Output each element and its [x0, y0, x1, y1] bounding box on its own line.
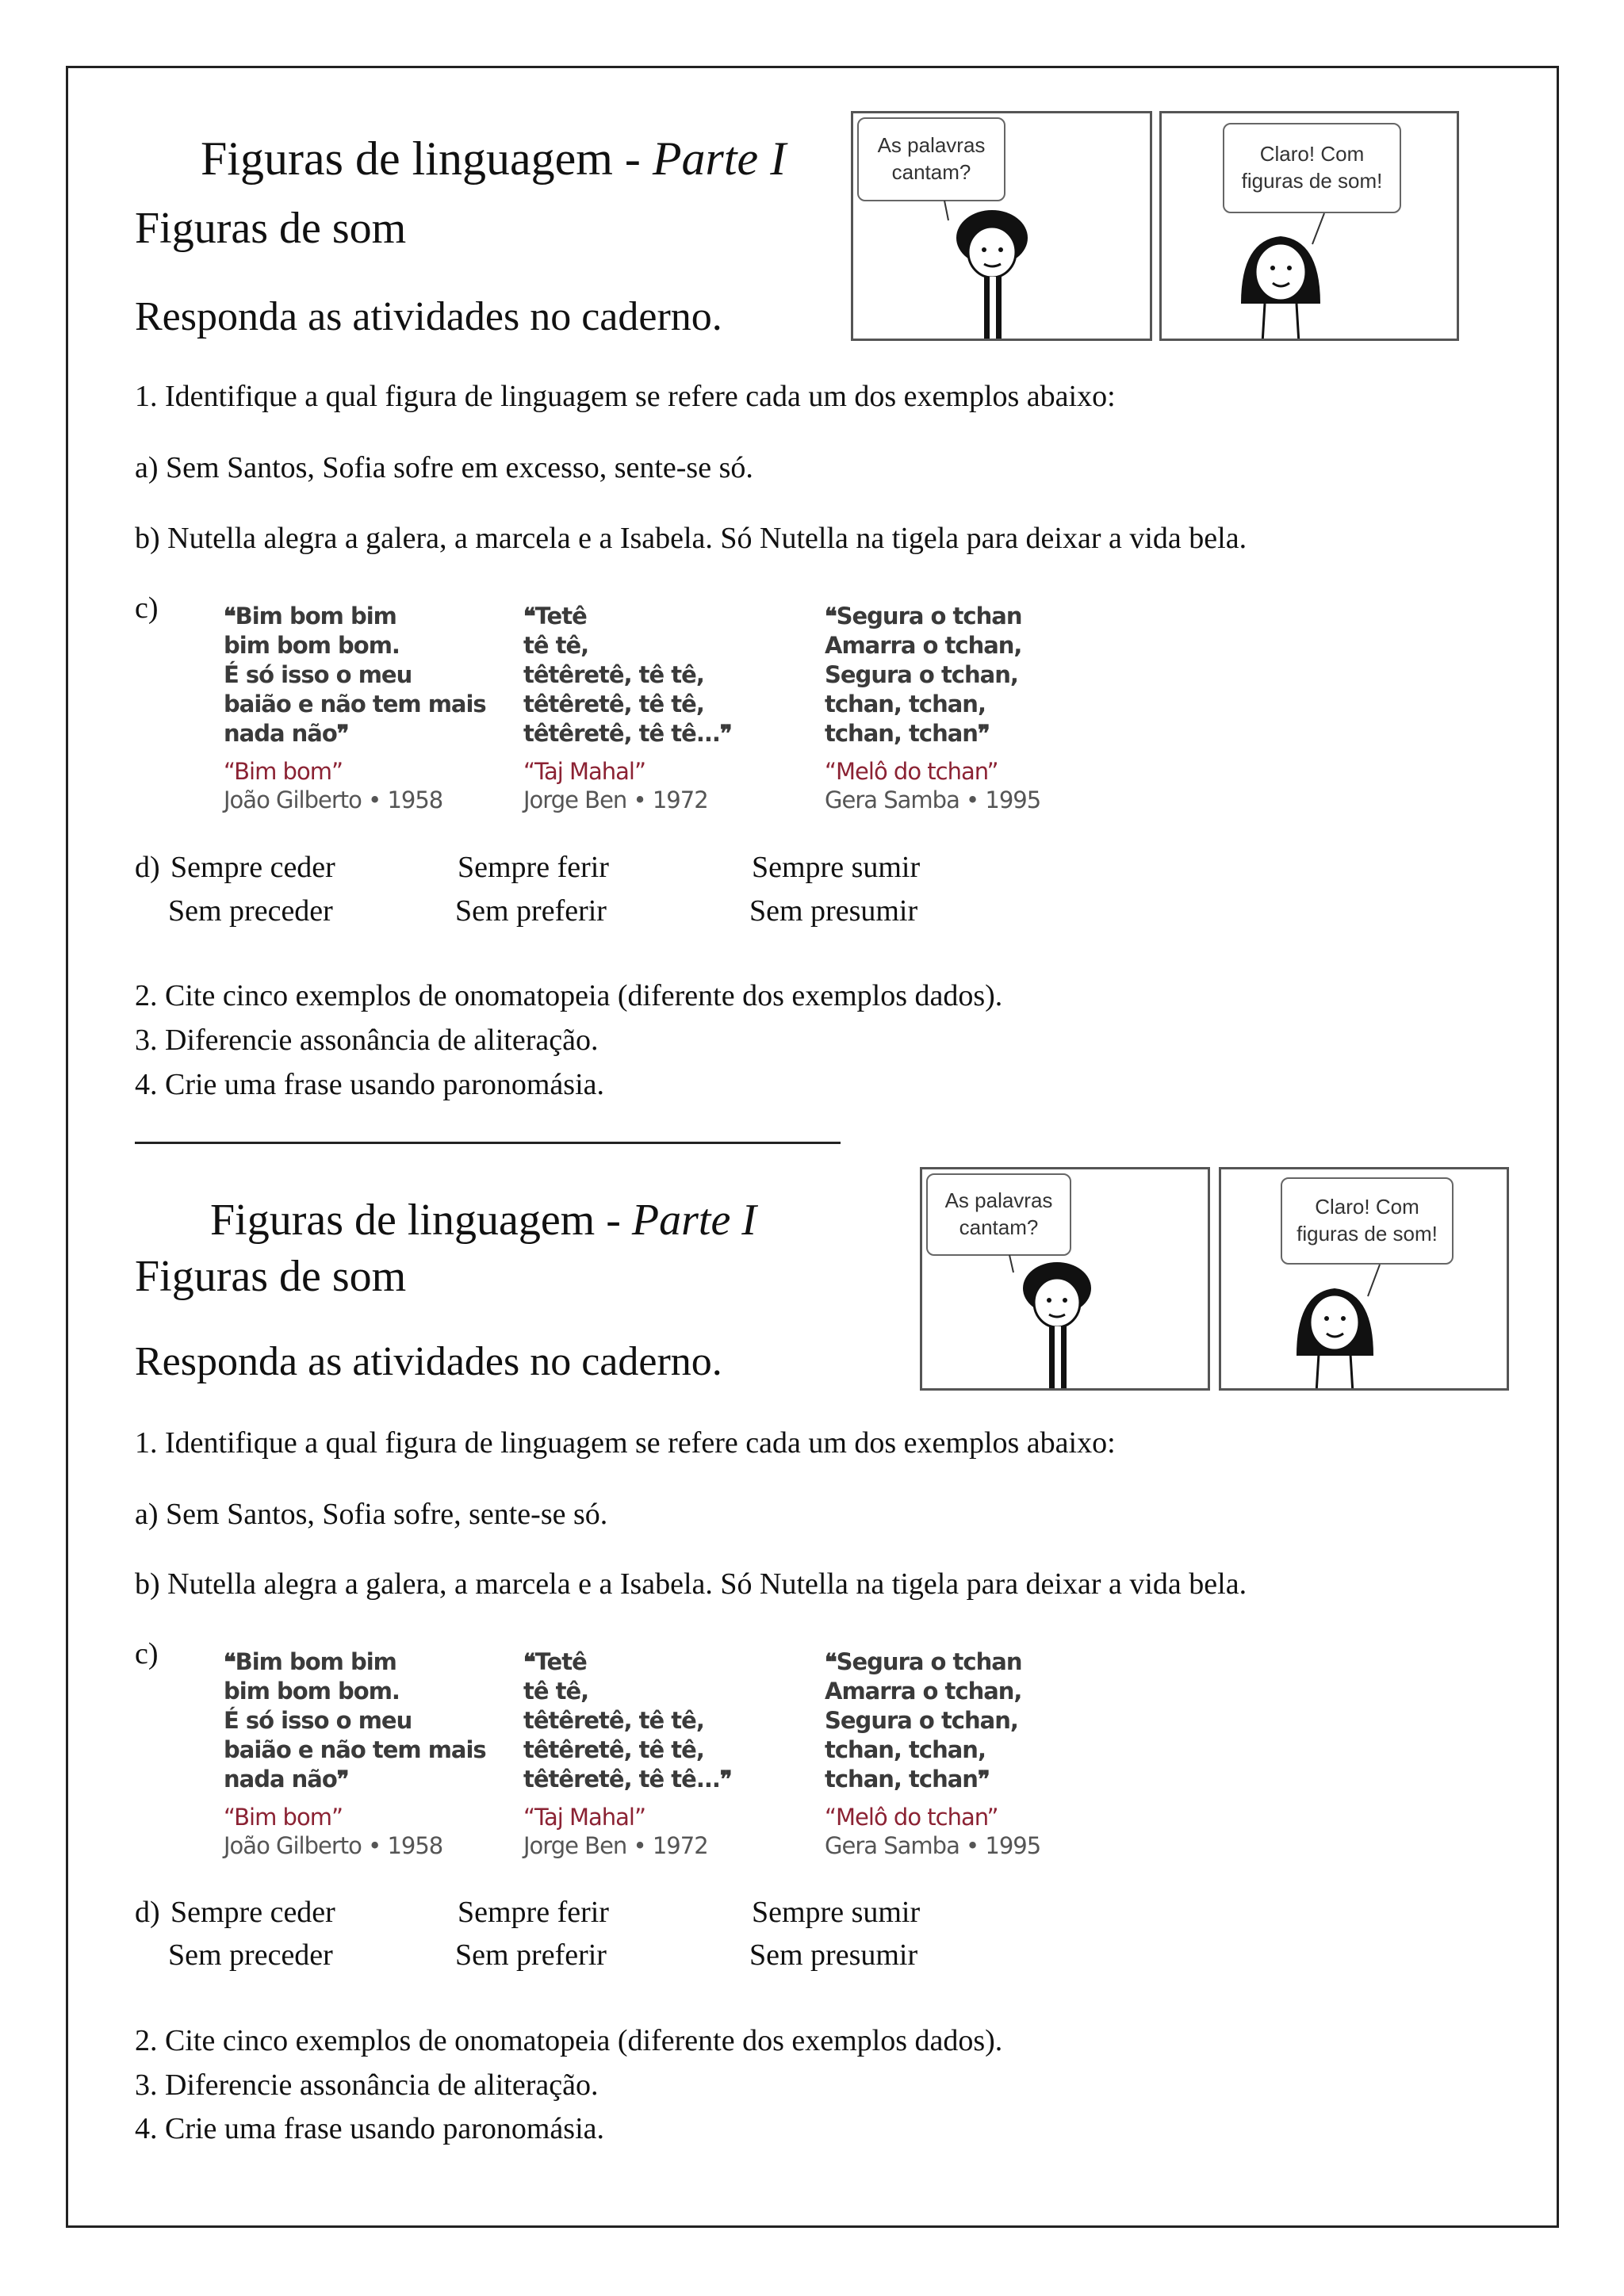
question-1: 1. Identifique a qual figura de linguagem se refere cada um dos exemplos abaixo: [135, 1426, 1116, 1460]
item-d-label: d) [135, 851, 160, 884]
question-4: 4. Crie uma frase usando paronomásia. [135, 2112, 604, 2145]
question-2: 2. Cite cinco exemplos de onomatopeia (diferente dos exemplos dados). [135, 979, 1003, 1012]
close-quote-icon: ❞ [336, 720, 349, 747]
song-quote-3 [825, 602, 1040, 813]
open-quote-icon: ❝ [224, 603, 236, 629]
comic-panel-2 [1219, 1167, 1509, 1391]
instruction: Responda as atividades no caderno. [135, 1339, 722, 1384]
item-d-word: Sem preceder [168, 1938, 333, 1972]
quote-lyrics: ❝Segura o tchan Amarra o tchan, Segura o tchan, tchan, tchan, tchan, tchan❞ [825, 603, 1022, 747]
quote-artist: João Gilberto • 1958 [224, 1832, 443, 1859]
item-a: a) Sem Santos, Sofia sofre, sente-se só. [135, 1498, 608, 1531]
question-4: 4. Crie uma frase usando paronomásia. [135, 1068, 604, 1101]
close-quote-icon: ❞ [719, 1766, 732, 1793]
item-d-label: d) [135, 1896, 160, 1929]
item-c-label: c) [135, 591, 159, 625]
item-d-word: Sem presumir [749, 894, 918, 928]
item-d-word: Sempre ferir [458, 851, 609, 884]
worksheet-subtitle: Figuras de som [135, 204, 407, 253]
boy-character-icon [922, 1169, 1210, 1391]
item-a: a) Sem Santos, Sofia sofre em excesso, sente-se só. [135, 451, 753, 484]
title-text: Figuras de linguagem - [201, 132, 641, 185]
item-d-word: Sem preferir [455, 894, 607, 928]
question-2: 2. Cite cinco exemplos de onomatopeia (diferente dos exemplos dados). [135, 2024, 1003, 2057]
item-d-word: Sempre sumir [752, 851, 921, 884]
item-d-word: Sem preferir [455, 1938, 607, 1972]
title-part: Parte I [652, 132, 787, 185]
quote-song-title: “Taj Mahal” [523, 758, 646, 785]
song-quote-1 [224, 602, 486, 813]
quote-song-title: “Melô do tchan” [825, 1804, 998, 1831]
quote-song-title: “Bim bom” [224, 1804, 343, 1831]
comic-panel-1 [851, 111, 1152, 341]
quote-song-title: “Melô do tchan” [825, 758, 998, 785]
girl-character-icon [1221, 1169, 1509, 1391]
comic-panel-1 [920, 1167, 1210, 1391]
boy-character-icon [853, 113, 1152, 341]
question-3: 3. Diferencie assonância de aliteração. [135, 2068, 599, 2102]
comic-panel-2 [1159, 111, 1459, 341]
close-quote-icon: ❞ [719, 720, 732, 747]
speech-bubble: Claro! Com figuras de som! [1223, 123, 1401, 213]
song-quote-2 [523, 1647, 732, 1859]
quote-artist: Gera Samba • 1995 [825, 1832, 1041, 1859]
girl-character-icon [1162, 113, 1459, 341]
item-d-word: Sem preceder [168, 894, 333, 928]
title-text: Figuras de linguagem - [210, 1196, 621, 1245]
item-d-word: Sempre sumir [752, 1896, 921, 1929]
item-d-word: Sempre ceder [170, 1896, 335, 1929]
item-d-word: Sempre ceder [170, 851, 335, 884]
instruction: Responda as atividades no caderno. [135, 294, 722, 339]
speech-bubble: As palavras cantam? [857, 117, 1005, 201]
open-quote-icon: ❝ [523, 1648, 535, 1675]
quote-lyrics: ❝Bim bom bim bim bom bom. É só isso o meu baião e não tem mais nada não❞ [224, 603, 486, 747]
worksheet-section-1 [0, 0, 1624, 1101]
item-d-word: Sem presumir [749, 1938, 918, 1972]
quote-lyrics: ❝Segura o tchan Amarra o tchan, Segura o tchan, tchan, tchan, tchan, tchan❞ [825, 1648, 1022, 1793]
song-quote-3 [825, 1647, 1040, 1859]
quote-artist: Jorge Ben • 1972 [523, 786, 708, 813]
song-quote-2 [523, 602, 732, 813]
quote-artist: Gera Samba • 1995 [825, 786, 1041, 813]
title-part: Parte I [631, 1196, 756, 1245]
worksheet-subtitle: Figuras de som [135, 1252, 407, 1301]
item-b: b) Nutella alegra a galera, a marcela e a Isabela. Só Nutella na tigela para deixar a vida bela. [135, 522, 1247, 555]
speech-bubble: Claro! Com figuras de som! [1281, 1177, 1454, 1265]
question-3: 3. Diferencie assonância de aliteração. [135, 1024, 599, 1057]
speech-bubble: As palavras cantam? [926, 1173, 1071, 1256]
worksheet-section-2 [0, 1047, 1624, 2145]
question-1: 1. Identifique a qual figura de linguagem se refere cada um dos exemplos abaixo: [135, 380, 1116, 413]
quote-lyrics: ❝Bim bom bim bim bom bom. É só isso o meu baião e não tem mais nada não❞ [224, 1648, 486, 1793]
open-quote-icon: ❝ [224, 1648, 236, 1675]
close-quote-icon: ❞ [336, 1766, 349, 1793]
worksheet-title [201, 132, 786, 186]
item-d-word: Sempre ferir [458, 1896, 609, 1929]
worksheet-title [210, 1195, 756, 1246]
quote-song-title: “Taj Mahal” [523, 1804, 646, 1831]
quote-artist: Jorge Ben • 1972 [523, 1832, 708, 1859]
quote-song-title: “Bim bom” [224, 758, 343, 785]
open-quote-icon: ❝ [825, 603, 837, 629]
item-c-label: c) [135, 1637, 159, 1670]
quote-lyrics: ❝Tetê tê tê, têtêretê, tê tê, têtêretê, tê tê, têtêretê, tê tê...❞ [523, 1648, 732, 1793]
open-quote-icon: ❝ [825, 1648, 837, 1675]
item-b: b) Nutella alegra a galera, a marcela e a Isabela. Só Nutella na tigela para deixar a vida bela. [135, 1567, 1247, 1601]
quote-lyrics: ❝Tetê tê tê, têtêretê, tê tê, têtêretê, tê tê, têtêretê, tê tê...❞ [523, 603, 732, 747]
quote-artist: João Gilberto • 1958 [224, 786, 443, 813]
song-quote-1 [224, 1647, 486, 1859]
close-quote-icon: ❞ [977, 720, 990, 747]
close-quote-icon: ❞ [977, 1766, 990, 1793]
open-quote-icon: ❝ [523, 603, 535, 629]
